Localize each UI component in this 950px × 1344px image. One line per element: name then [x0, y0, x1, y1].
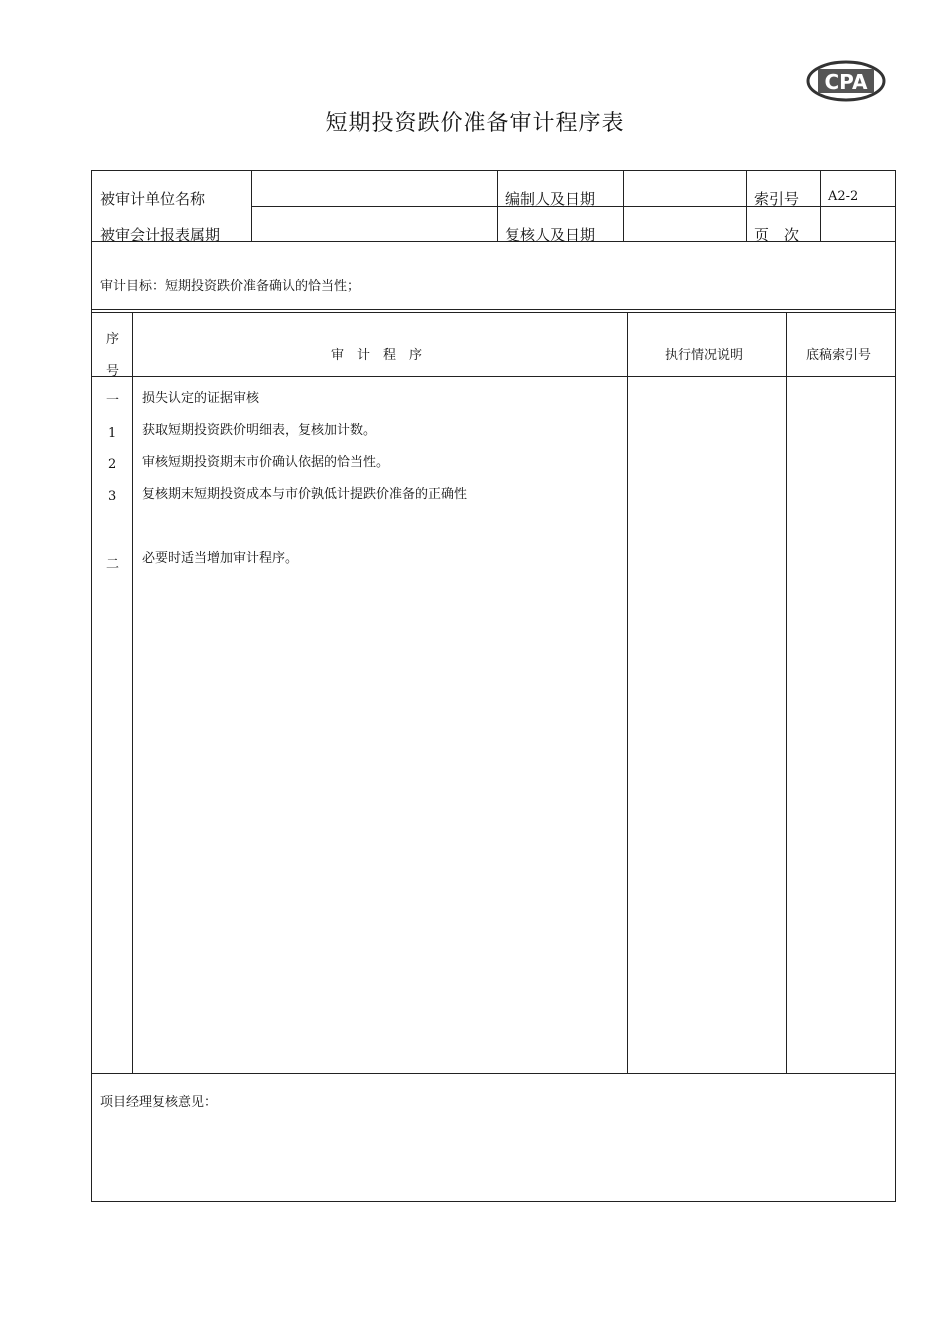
page-title: 短期投资跌价准备审计程序表 [325, 111, 625, 136]
manager-review-label: 项目经理复核意见： [100, 1095, 218, 1110]
preparer-label: 编制人及日期 [505, 190, 596, 208]
row-number: 1 [108, 426, 117, 441]
procedure-step: 获取短期投资跌价明细表，复核加计数。 [142, 423, 377, 438]
column-workpaper: 底稿索引号 [806, 348, 872, 363]
period-label: 被审会计报表属期 [100, 226, 221, 244]
procedure-step: 复核期末短期投资成本与市价孰低计提跌价准备的正确性 [142, 487, 468, 502]
row-number: 3 [108, 489, 117, 504]
row-number: 一 [106, 393, 120, 408]
column-seq-top: 序 [106, 332, 120, 347]
column-procedure: 审 计 程 序 [331, 348, 423, 363]
column-execution: 执行情况说明 [665, 348, 744, 363]
cpa-logo-icon [806, 60, 886, 102]
procedure-step: 损失认定的证据审核 [142, 391, 260, 406]
reviewer-label: 复核人及日期 [505, 226, 596, 244]
svg-text:CPA: CPA [824, 70, 868, 94]
page-label: 页 次 [754, 226, 800, 244]
index-label: 索引号 [754, 190, 800, 208]
row-number: 二 [106, 557, 120, 572]
column-seq-bottom: 号 [106, 364, 120, 379]
index-value: A2-2 [828, 189, 859, 204]
audit-objective: 审计目标：短期投资跌价准备确认的恰当性； [100, 279, 361, 294]
auditee-label: 被审计单位名称 [100, 190, 206, 208]
procedure-step: 必要时适当增加审计程序。 [142, 551, 299, 566]
procedure-step: 审核短期投资期末市价确认依据的恰当性。 [142, 455, 390, 470]
row-number: 2 [108, 457, 117, 472]
